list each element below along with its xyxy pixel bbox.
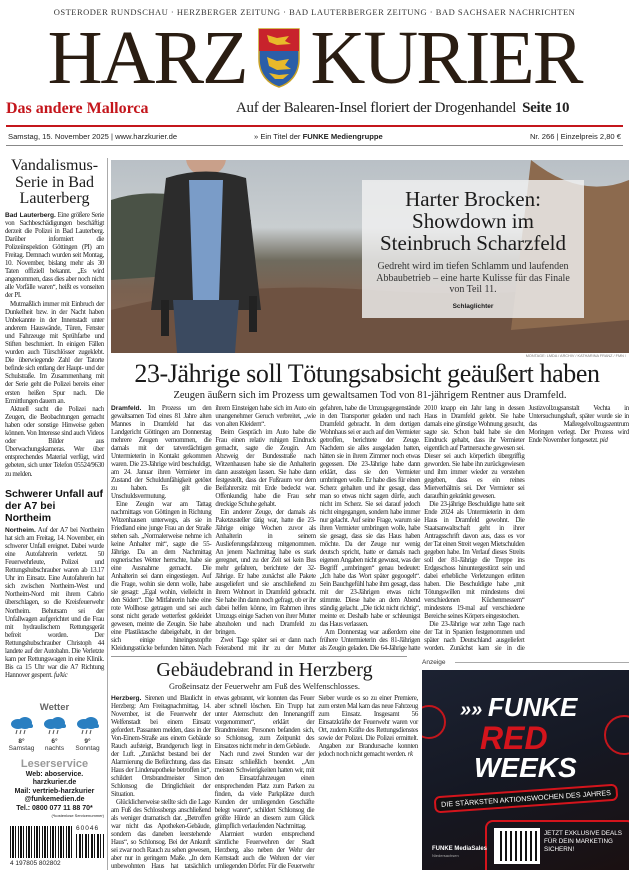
service-web[interactable]: Web: aboservice. harzkurier.de: [25, 770, 84, 786]
barcode: [10, 824, 104, 870]
ad-brand: FUNKE MediaSales Niedersachsen: [432, 846, 488, 858]
red-divider: [6, 125, 623, 127]
ad-cta: JETZT EXKLUSIVE DEALS FÜR DEIN MARKETING SICHERN!: [544, 830, 622, 853]
weather-label: nachts: [44, 745, 65, 752]
byline: pid: [599, 437, 608, 444]
fire-deck: Großeinsatz der Feuerwehr am Fuß des Welfenschlosses.: [168, 682, 361, 691]
service-phone[interactable]: Tel.: 0800 077 11 88 70*: [16, 804, 93, 812]
article-paragraph: Beim Gespräch im Auto habe die Frau einen relativ ruhigen Eindruck gemacht, sagte die Zeugin. Am Abzweig der Bundesstraße nach Witzenhausen habe sie die Anhalterin dann aussteigen lassen. Sie habe dann festgestellt, dass der Fußraum vor dem Beifahrersitz mit Erde bedeckt war. Offenkundig habe die Frau sehr dreckige Schuhe gehabt.: [215, 429, 316, 508]
weather-temp: 6°: [51, 738, 58, 745]
teaser-page: Seite 10: [522, 100, 570, 116]
weather-day: [71, 717, 104, 752]
rain-cloud-icon: [42, 717, 68, 735]
photo-credit: MONTAGE: LMDA / ARCHIV / KATHARINA FRANZ / FMN /: [525, 354, 626, 358]
logo-harz: HARZ: [47, 16, 247, 100]
weather-temp: 9°: [84, 738, 91, 745]
issue-price: Nr. 266 | Einzelpreis 2,80 €: [529, 132, 621, 141]
article-paragraph: Sirenen und Blaulicht in Herzberg: Am Freitagnachmittag, 14. November, ist die Feuerwehr der Welfenstadt bei einem Einsatz gefordert. Passanten melden, dass in der Von-Einem-Straße aus einem Gebäude Rauch aufsteigt, Brandgeruch liegt in der Luft. „Zunächst bestand bei der Alarmierung die Befürchtung, dass das Haus der Lindenapotheke betroffen ist“, schildert Ortsbrandmeister Simon Schlonsog die Dringlichkeit der Situation.: [111, 695, 211, 798]
publisher-prefix: Ein Titel der: [260, 132, 301, 141]
decor-circle: [604, 715, 629, 755]
weather-temp: 8°: [18, 738, 25, 745]
section-divider: [111, 656, 407, 657]
article-paragraph: Auf der A7 bei Northeim hat sich am Freitag, 14. November, ein schwerer Unfall ereignet. Dabei wurde eine Autofahrerin verletzt. 50 Feuerwehrleute, Polizei und Rettungshubschrauber waren ab 13.17 Uhr im Einsatz. Eine Autofahrerin hat sich zwischen Northeim-West und Northeim-Nord mit ihrem Cabrio überschlagen, so die Kreisfeuerwehr Northeim. Behutsam sei der Unfallwagen aufgerichtet und die Frau mit hydraulischem Rettungsgerät befreit worden. Der Rettungshubschrauber Christoph 44 landete auf der Autobahn. Die Verletzte kam per Rettungswagen in eine Klinik. Bis ca 15 Uhr war die A7 Richtung Hannover gesperrt.: [5, 526, 105, 680]
publisher-line: [254, 132, 383, 141]
article-paragraph: Im Prozess um den gewaltsamen Tod eines 81 Jahre alten Mannes in Dramfeld hat das Landgericht Göttingen am Donnerstag mehrere Zeugen vernommen, die damals mit der tatverdächtigen Untermieterin in Kontakt gekommen waren. Die 23-Jährige wird beschuldigt, am 24. Januar ihren Vermieter im Zustand der Schuldunfähigkeit getötet zu haben. Es gilt die Unschuldsvermutung.: [111, 405, 212, 500]
lead-headline: Harter Brocken: Showdown im Steinbruch Scharzfeld: [379, 187, 567, 255]
weather-title: Wetter: [39, 702, 70, 713]
ad-funke-word: »» FUNKE: [460, 692, 578, 722]
article-paragraph: Am Donnerstag war außerdem eine frühere Untermieterin des 81-Jährigen als Zeugin geladen. Die 64-Jährige hatte 2010 knapp ein Jahr lang in dessen Haus in Dramfeld gelebt. Sie habe damals eine günstige Wohnung gesucht, sagte sie. Schon bald habe sie den Eindruck gehabt, dass ihr Vermieter eigentlich auf Partnersuche gewesen sei. Dieser sei auch körperlich übergriffig geworden. Sie habe ihn zurückgewiesen und ihm immer wieder zu verstehen gegeben, dass es ein reines Mietverhältnis sei. Der Vermieter sei daraufhin gekränkt gewesen.: [319, 405, 525, 652]
article-paragraph: Ein anderer Zeuge, der damals als Paketzusteller tätig war, hatte die 23-Jährige einige Wochen zuvor als Anhalterin in seinem Auslieferungsfahrzeug mitgenommen. An jenem Nachmittag habe es stark geregnet, und zu der Zeit sei kein Bus mehr gefahren, berichtete der 32-Jährige. Er habe zunächst alle Pakete ausgeliefert und sie anschließend zu ihrem Wohnort in Dramfeld gebracht. Sie habe ihn dann noch gefragt, ob er ihr dabei helfen könne, im Rahmen ihres Umzugs einige Sachen von ihrer Mutter abzuholen und nach Dramfeld zu bringen.: [215, 509, 316, 636]
article-kicker: Northeim.: [5, 526, 36, 534]
article-paragraph: Aktuell sucht die Polizei nach Zeugen, die Beobachtungen gemacht haben oder sonstige Hinweise geben können. Von Interesse sind auch Videos oder Bilder aus Überwachungskameras. Wer über entsprechendes Material verfügt, wird gebeten, sich unter Telefon 05524/9630 zu melden.: [5, 405, 104, 478]
article-paragraph: Zwei Tage später sei er dann nach Feierabend mit ihr zu der Mutter gefahren, habe die Umzugsgegenstände in den Transporter geladen und nach Dramfeld gebracht. In dem dortigen Wohnhaus sei er auch auf den Vermieter getroffen, berichtete der Zeuge. Nachdem sie alles ausgeladen hatten, hätten sie in ihrem Zimmer noch etwas gegessen. Die 23-Jährige habe dann erklärt, dass sie den Vermieter umbringen wolle. Er habe dies für einen Scherz gehalten und ihr gesagt, dass man so etwas nicht sagen dürfe, auch nicht im Scherz. Sie sei darauf jedoch nicht eingegangen, sondern habe immer nur gelacht. Auf seine Frage, warum sie ihren Vermieter umbringen wolle, habe sie gesagt, dass sie das Haus haben möchte. Da der Zeuge nur wenig deutsch spricht, hatte er damals nach eigenen Angaben nicht gewusst, was der Begriff „umbringen“ genau bedeutet: „Ich habe das Wort später gegoogelt“. Sein Bauchgefühl habe ihm gesagt, dass mit der 23-Jährigen etwas nicht stimmte. Diese habe an dem Abend ständig gelacht. „Die tickt nicht richtig“, meinte er. Deshalb habe er schleunigst das Haus verlassen.: [215, 405, 421, 652]
weather-day: [38, 717, 71, 752]
reader-service-title: Leserservice: [20, 758, 89, 770]
byline: fu/kic: [53, 672, 68, 680]
teaser-title[interactable]: Das andere Mallorca: [6, 100, 149, 117]
lead-section-tag[interactable]: Schlaglichter: [452, 302, 494, 310]
main-article: [111, 405, 629, 654]
article-paragraph: Eine größere Serie von Sachbeschädigungen beschäftigt derzeit die Polizei in Bad Lauterberg. Darüber informiert die Polizeiinspektion Göttingen (PI) am Freitag. Demnach wurden seit Montag, 10. November, bislang mehr als 30 Taten offiziell bekannt. „Es wird angenommen, dass dies aber noch nicht alle Vorfälle waren“, heißt es vonseiten der PI.: [5, 211, 104, 300]
rain-cloud-icon: [9, 717, 35, 735]
reader-service: [5, 760, 104, 818]
teaser-description: Auf der Balearen-Insel floriert der Drogenhandel: [236, 100, 517, 116]
date-bar: [6, 131, 623, 146]
publisher-name: FUNKE Mediengruppe: [302, 132, 383, 141]
fire-article: [111, 695, 418, 872]
lead-overlay[interactable]: [362, 180, 584, 318]
qr-code-icon[interactable]: [494, 828, 540, 864]
chevrons-icon: »»: [460, 699, 488, 721]
service-note: (*kostenlose Servicenummer): [51, 813, 104, 818]
funke-arrows-icon: »: [254, 132, 259, 141]
ad-weeks-word: WEEKS: [474, 752, 577, 783]
funke-red-weeks-ad[interactable]: [422, 670, 629, 870]
article-paragraph: Glücklicherweise stellte sich die Lage am Fuß des Schlossbergs anschließend als weniger dramatisch dar. „Betroffen war nicht das Apotheken-Gebäude, sondern das daneben leerstehende Haus“, so Schlonsog. Bei der Ankunft sei zwar noch Rauch zu sehen gewesen, aber nur in geringem Maße. „In dem unbewohnten Haus hat tatsächlich etwas gebrannt, wir konnten das Feuer aber schnell löschen. Ein Trupp hat unter Atemschutz den Innenangriff vorgenommen“, erklärt der Brandmeister. Personen befanden sich, so Schlonsog, zum Zeitpunkt des Einsatzes nicht mehr in dem Gebäude.: [111, 695, 315, 870]
barcode-bars: [10, 826, 72, 858]
decor-circle: [422, 705, 446, 739]
article-kicker: Bad Lauterberg.: [5, 211, 56, 219]
issue-date: Samstag, 15. November 2025 | www.harzkurier.de: [8, 132, 178, 141]
edition-names: OSTERODER RUNDSCHAU · HERZBERGER ZEITUNG · BAD LAUTERBERGER ZEITUNG · BAD SACHSAER NACHRICHTEN: [53, 7, 576, 17]
article-paragraph: Die 23-Jährige war zehn Tage nach der Tat in Spanien festgenommen und später nach Deutschland ausgeliefert worden. Zunächst kam sie in die Justizvollzugsanstalt Vechta in Untersuchungshaft, später wurde sie in das Maßregelvollzugszentrum Moringen verlegt. Der Prozess wird Ende November fortgesetzt.: [424, 405, 629, 652]
main-headline[interactable]: 23-Jährige soll Tötungsabsicht geäußert haben: [134, 359, 600, 388]
weather-box: [5, 702, 104, 752]
byline: rk: [407, 751, 413, 758]
weather-label: Samstag: [8, 745, 35, 752]
weather-day: [5, 717, 38, 752]
article-paragraph: Alarmiert wurden entsprechend sämtliche Feuerwehren der Stadt Herzberg, also neben der Wehr der Kernstadt auch die Wehren der vier umliegenden Dörfer. Für die Feuerwehr Sieber wurde es so zu einer Premiere, zum ersten Mal kam das neue Fahrzeug zum Einsatz. Insgesamt 56 Einsatzkräfte der Feuerwehr waren vor Ort, zudem Kräfte des Rettungsdienstes sowie der Polizei. Die Polizei ermittelt. Angaben zur Brandursache konnten jedoch noch nicht gemacht werden.: [214, 695, 418, 870]
article-kicker: Herzberg.: [111, 695, 142, 702]
left-column: [5, 158, 104, 872]
barcode-addon: 60046: [76, 825, 100, 832]
rain-cloud-icon: [75, 717, 101, 735]
accident-article: [5, 527, 104, 681]
masthead-logo[interactable]: [0, 16, 629, 100]
accident-headline[interactable]: Schwerer Unfall auf der A7 bei Northeim: [5, 487, 104, 524]
article-paragraph: Mutmaßlich immer mit Einbruch der Dunkelheit bzw. in der Nacht haben Unbekannte in der Innenstadt unter anderem Hauswände, Türen, Fenster und Fahrzeuge mit Sprühfarbe und Stiften beschmiert. In einigen Fällen wurden auch Türschlösser zugeklebt. Die überwiegende Zahl der Tatorte befinde sich entlang der Haupt- und der Schulstraße. Im Zusammenhang mit der Serie geht die Polizei bereits einer ersten heißen Spur nach. Die Ermittlungen dauern an.: [5, 300, 104, 405]
main-deck: Zeugen äußern sich im Prozess um gewaltsamen Tod von 81-jährigem Rentner aus Dramfeld.: [173, 390, 567, 401]
vandalism-article: [5, 212, 104, 479]
logo-kurier: KURIER: [310, 16, 582, 100]
article-paragraph: Nach rund zwei Stunden war der Einsatz schließlich beendet. „Am meisten Schwierigkeiten hatten wir, mit den Einsatzfahrzeugen einen entsprechenden Platz zum Parken zu finden, da viele Parkplätze durch Kunden der umliegenden Geschäfte belegt waren“, schildert Schlonsog die größte Hürde an diesem zum Glück glimpflich verlaufenden Nachmittag.: [214, 751, 315, 830]
article-paragraph: Die 23-jährige Beschuldigte hatte seit Ende 2024 als Untermieterin in dem Haus in Dramfeld gewohnt. Die Staatsanwaltschaft geht in ihrer Antragsschrift davon aus, dass es vor der Tat einen Streit wegen Mietschulden gegeben habe. Im Verlauf dieses Streits soll der 81-Jährige die Treppe ins Erdgeschoss hinuntergestürzt sein und dabei erhebliche Verletzungen erlitten haben. Die Beschuldigte habe „mit Tötungswillen mit mindestens drei verschiedenen Küchenmessern“ mindestens 19-mal auf verschiedene Bereiche seines Körpers eingestochen.: [424, 501, 525, 620]
barcode-addon-bars: [76, 834, 104, 858]
coat-of-arms-icon: [257, 27, 301, 89]
vandalism-headline[interactable]: Vandalismus-Serie in Bad Lauterberg: [10, 157, 99, 207]
ad-label: Anzeige: [422, 659, 446, 666]
column-divider: [107, 158, 108, 870]
ad-slogan: DIE STÄRKSTEN AKTIONSWOCHEN DES JAHRES: [434, 784, 619, 814]
fire-headline[interactable]: Gebäudebrand in Herzberg: [156, 659, 373, 681]
lead-deck: Gedreht wird im tiefen Schlamm und laufenden Abbaubetrieb – eine harte Kulisse für das Finale von Teil 11.: [376, 261, 570, 295]
ad-label-rule: [455, 662, 629, 663]
article-paragraph: Eine Zeugin war am Tattag nachmittags von Göttingen in Richtung Witzenhausen unterwegs, als sie in Friedland eine junge Frau an der Straße stehen sah. „Normalerweise nehme ich keine Anhalter mit“, sagte die 55-Jährige. Da an dem Nachmittag regnerisches Wetter herrschte, habe sie eine Ausnahme gemacht. Die Anhalterin sei dann eingestiegen. Auf die Frage, wohin sie denn wolle, habe sie gesagt: „Egal wohin, vielleicht in den Süden“. Die Mitfahrerin habe eine rote Wollhose getragen und sei auch sonst nicht gerade wetterfest gekleidet gewesen, meinte die Zeugin. Sie habe eine Plastiktasche dabeigehabt, in der sich einige hineingestopfte Kleidungsstücke befunden hätten. Nach ihrem Einsteigen habe sich im Auto ein unangenehmer Geruch verbreitet, „wie von alten Kleidern“.: [111, 405, 316, 652]
service-mail[interactable]: Mail: vertrieb-harzkurier @funkemedien.de: [14, 787, 95, 803]
weather-label: Sonntag: [75, 745, 100, 752]
article-kicker: Dramfeld.: [111, 405, 142, 412]
teaser-text[interactable]: [236, 100, 569, 117]
ad-red-word: RED: [480, 720, 548, 756]
barcode-number: 4 197805 802802: [10, 860, 61, 867]
